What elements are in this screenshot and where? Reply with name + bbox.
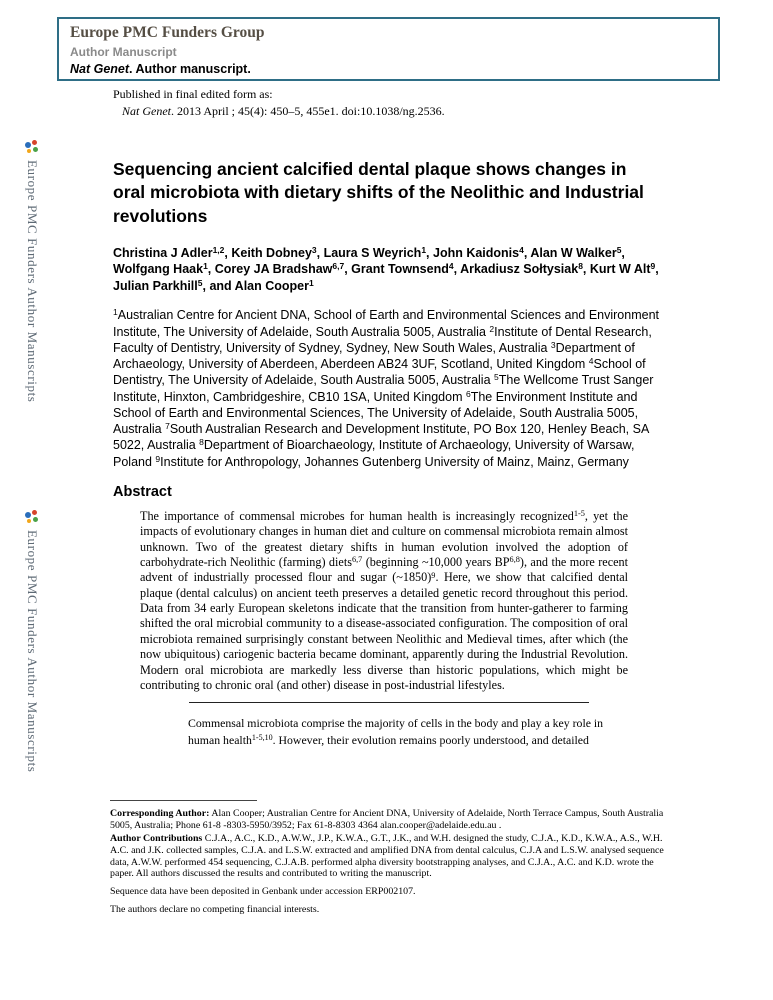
logo-dot-red <box>32 510 37 515</box>
europe-pmc-logo-icon <box>25 140 39 154</box>
sidebar-watermark-text: Europe PMC Funders Author Manuscripts <box>25 530 40 773</box>
sidebar-watermark-text: Europe PMC Funders Author Manuscripts <box>25 160 40 403</box>
header-journal-line: Nat Genet. Author manuscript. <box>70 62 251 76</box>
footnote-competing-interests: The authors declare no competing financial interests. <box>110 904 320 916</box>
footnote-corresponding-author: Corresponding Author: Alan Cooper; Australian Centre for Ancient DNA, University of Adelaide, North Terrace Campus, South Australia 5005, Australia; Phone 61-8 -8303-5950/3952; Fax 61-8-8303 4364 alan.cooper@adelaide.edu.au . <box>110 808 664 831</box>
europe-pmc-logo-icon <box>25 510 39 524</box>
header-group-title: Europe PMC Funders Group <box>70 24 265 41</box>
citation-prefix: Published in final edited form as: <box>113 87 273 101</box>
header-subtitle: Author Manuscript <box>70 45 177 59</box>
abstract-heading: Abstract <box>113 483 172 500</box>
footnote-rule <box>110 800 257 801</box>
logo-dot-yellow <box>27 149 31 153</box>
article-content <box>113 158 661 748</box>
author-list: Christina J Adler$^{1,2}$, Keith Dobney$^3$, Laura S Weyrich$^1$, John Kaidonis$^4$, Alan W Walker$^5$, Wolfgang Haak$^1$, Corey JA Bradshaw$^{6,7}$, Grant Townsend$^4$, Arkadiusz Sołtysiak$^8$, Kurt W Alt$^9$, Julian Parkhill$^5$, and Alan Cooper$^1$ <box>113 244 659 293</box>
logo-dot-green <box>33 147 38 152</box>
citation-reference: Nat Genet. 2013 April ; 45(4): 450–5, 455e1. doi:10.1038/ng.2536. <box>122 103 445 118</box>
sidebar-watermark-bottom <box>20 510 44 772</box>
logo-dot-blue <box>25 142 31 148</box>
citation-block <box>113 87 445 119</box>
logo-dot-green <box>33 517 38 522</box>
logo-dot-blue <box>25 512 31 518</box>
sidebar-watermark-top <box>20 140 44 402</box>
logo-dot-yellow <box>27 519 31 523</box>
section-divider-rule <box>189 702 589 703</box>
footnote-sequence-data: Sequence data have been deposited in Genbank under accession ERP002107. <box>110 886 416 898</box>
body-paragraph: Commensal microbiota comprise the majority of cells in the body and play a key role in human health$^{1-5,10}$. However, their evolution remains poorly understood, and detailed <box>188 716 604 747</box>
footnote-author-contributions: Author Contributions C.J.A., A.C., K.D., A.W.W., J.P., K.W.A., G.T., J.K., and W.H. designed the study, C.J.A., K.D., K.W.A., A.S., W.H. A.C. and J.K. collected samples, C.J.A. and L.S.W. extracted and amplified DNA from dental calculus, C.J.A and L.S.W. analysed sequence data, A.W.W. performed 454 sequencing, C.J.A.B. performed alpha diversity bootstrapping analyses, and C.J.A., A.C. and K.D. wrote the paper. All authors discussed the results and contributed to writing the manuscript. <box>110 832 664 880</box>
logo-dot-red <box>32 140 37 145</box>
affiliations: $^1$Australian Centre for Ancient DNA, School of Earth and Environmental Sciences and Environment Institute, The University of Adelaide, South Australia 5005, Australia $^2$Institute of Dental Research, Faculty of Dentistry, University of Sydney, Sydney, New South Wales, Australia $^3$Department of Archaeology, University of Aberdeen, Aberdeen AB24 3UF, Scotland, United Kingdom $^4$School of Dentistry, The University of Adelaide, South Australia 5005, Australia $^5$The Wellcome Trust Sanger Institute, Hinxton, Cambridgeshire, CB10 1SA, United Kingdom $^6$The Environment Institute and School of Earth and Environmental Sciences, The University of Adelaide, South Australia 5005, Australia $^7$South Australian Research and Development Institute, PO Box 120, Henley Beach, SA 5022, Australia $^8$Department of Bioarchaeology, Institute of Archaeology, University of Warsaw, Poland $^9$Institute for Anthropology, Johannes Gutenberg University of Mainz, Mainz, Germany <box>113 307 659 469</box>
footnotes-section <box>110 800 666 917</box>
article-title: Sequencing ancient calcified dental plaque shows changes in oral microbiota with dietary shifts of the Neolithic and Industrial revolutions <box>113 159 644 226</box>
funders-group-header <box>57 17 720 81</box>
abstract-text: The importance of commensal microbes for human health is increasingly recognized$^{1-5}$, yet the impacts of evolutionary changes in human diet and culture on commensal microbiota remain almost unknown. Two of the greatest dietary shifts in human evolution involved the adoption of carbohydrate-rich Neolithic (farming) diets$^{6,7}$ (beginning ~10,000 years BP$^{6,8}$), and the more recent advent of industrially processed flour and sugar (~1850)$^9$. Here, we show that calcified dental plaque (dental calculus) on ancient teeth preserves a detailed genetic record throughout this period. Data from 34 early European skeletons indicate that the transition from hunter-gatherer to farming shifted the oral microbial community to a disease-associated configuration. The composition of oral microbiota remained surprisingly constant between Neolithic and Medieval times, after which (the now ubiquitous) cariogenic bacteria became dominant, apparently during the Industrial Revolution. Modern oral microbiota are markedly less diverse than historic populations, which might be contributing to chronic oral (and other) disease in post-industrial lifestyles. <box>140 508 628 692</box>
